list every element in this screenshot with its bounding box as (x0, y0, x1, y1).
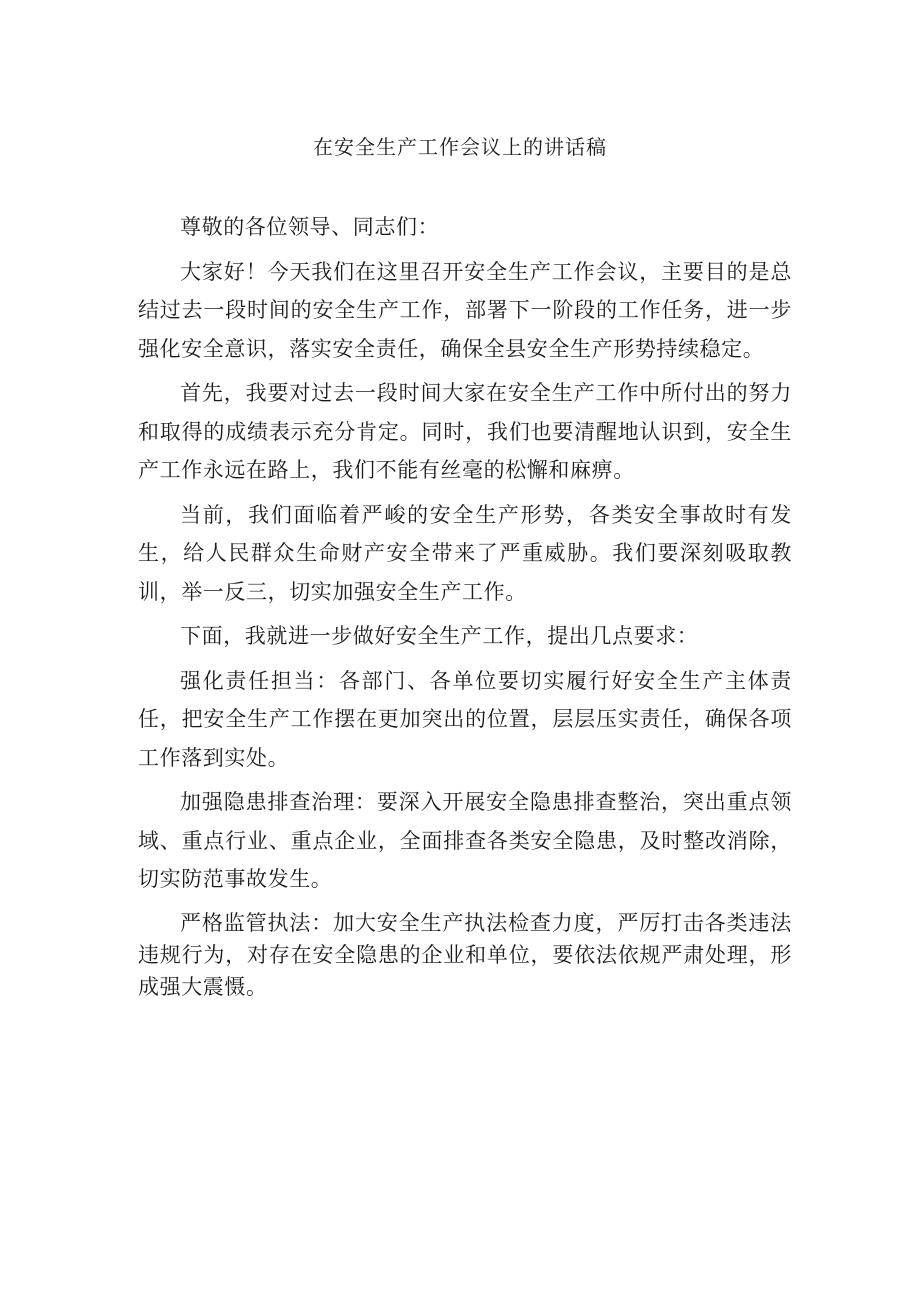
acknowledgement-paragraph: 首先，我要对过去一段时间大家在安全生产工作中所付出的努力和取得的成绩表示充分肯定。同时，我们也要清醒地认识到，安全生产工作永远在路上，我们不能有丝毫的松懈和麻痹。 (138, 381, 792, 482)
situation-paragraph: 当前，我们面临着严峻的安全生产形势，各类安全事故时有发生，给人民群众生命财产安全带来了严重威胁。我们要深刻吸取教训，举一反三，切实加强安全生产工作。 (138, 502, 792, 604)
enforcement-paragraph: 严格监管执法：加大安全生产执法检查力度，严厉打击各类违法违规行为，对存在安全隐患的企业和单位，要依法依规严肃处理，形成强大震慑。 (138, 910, 792, 999)
requirements-intro-paragraph: 下面，我就进一步做好安全生产工作，提出几点要求： (180, 624, 699, 648)
hazard-inspection-paragraph: 加强隐患排查治理：要深入开展安全隐患排查整治，突出重点领域、重点行业、重点企业，全面排查各类安全隐患，及时整改消除，切实防范事故发生。 (138, 790, 792, 891)
salutation-paragraph: 尊敬的各位领导、同志们： (180, 215, 440, 239)
opening-paragraph: 大家好！今天我们在这里召开安全生产工作会议，主要目的是总结过去一段时间的安全生产工作，部署下一阶段的工作任务，进一步强化安全意识，落实安全责任，确保全县安全生产形势持续稳定。 (138, 259, 792, 361)
responsibility-paragraph: 强化责任担当：各部门、各单位要切实履行好安全生产主体责任，把安全生产工作摆在更加突出的位置，层层压实责任，确保各项工作落到实处。 (138, 668, 792, 770)
document-body (138, 208, 792, 1009)
document-title: 在安全生产工作会议上的讲话稿 (313, 135, 607, 159)
